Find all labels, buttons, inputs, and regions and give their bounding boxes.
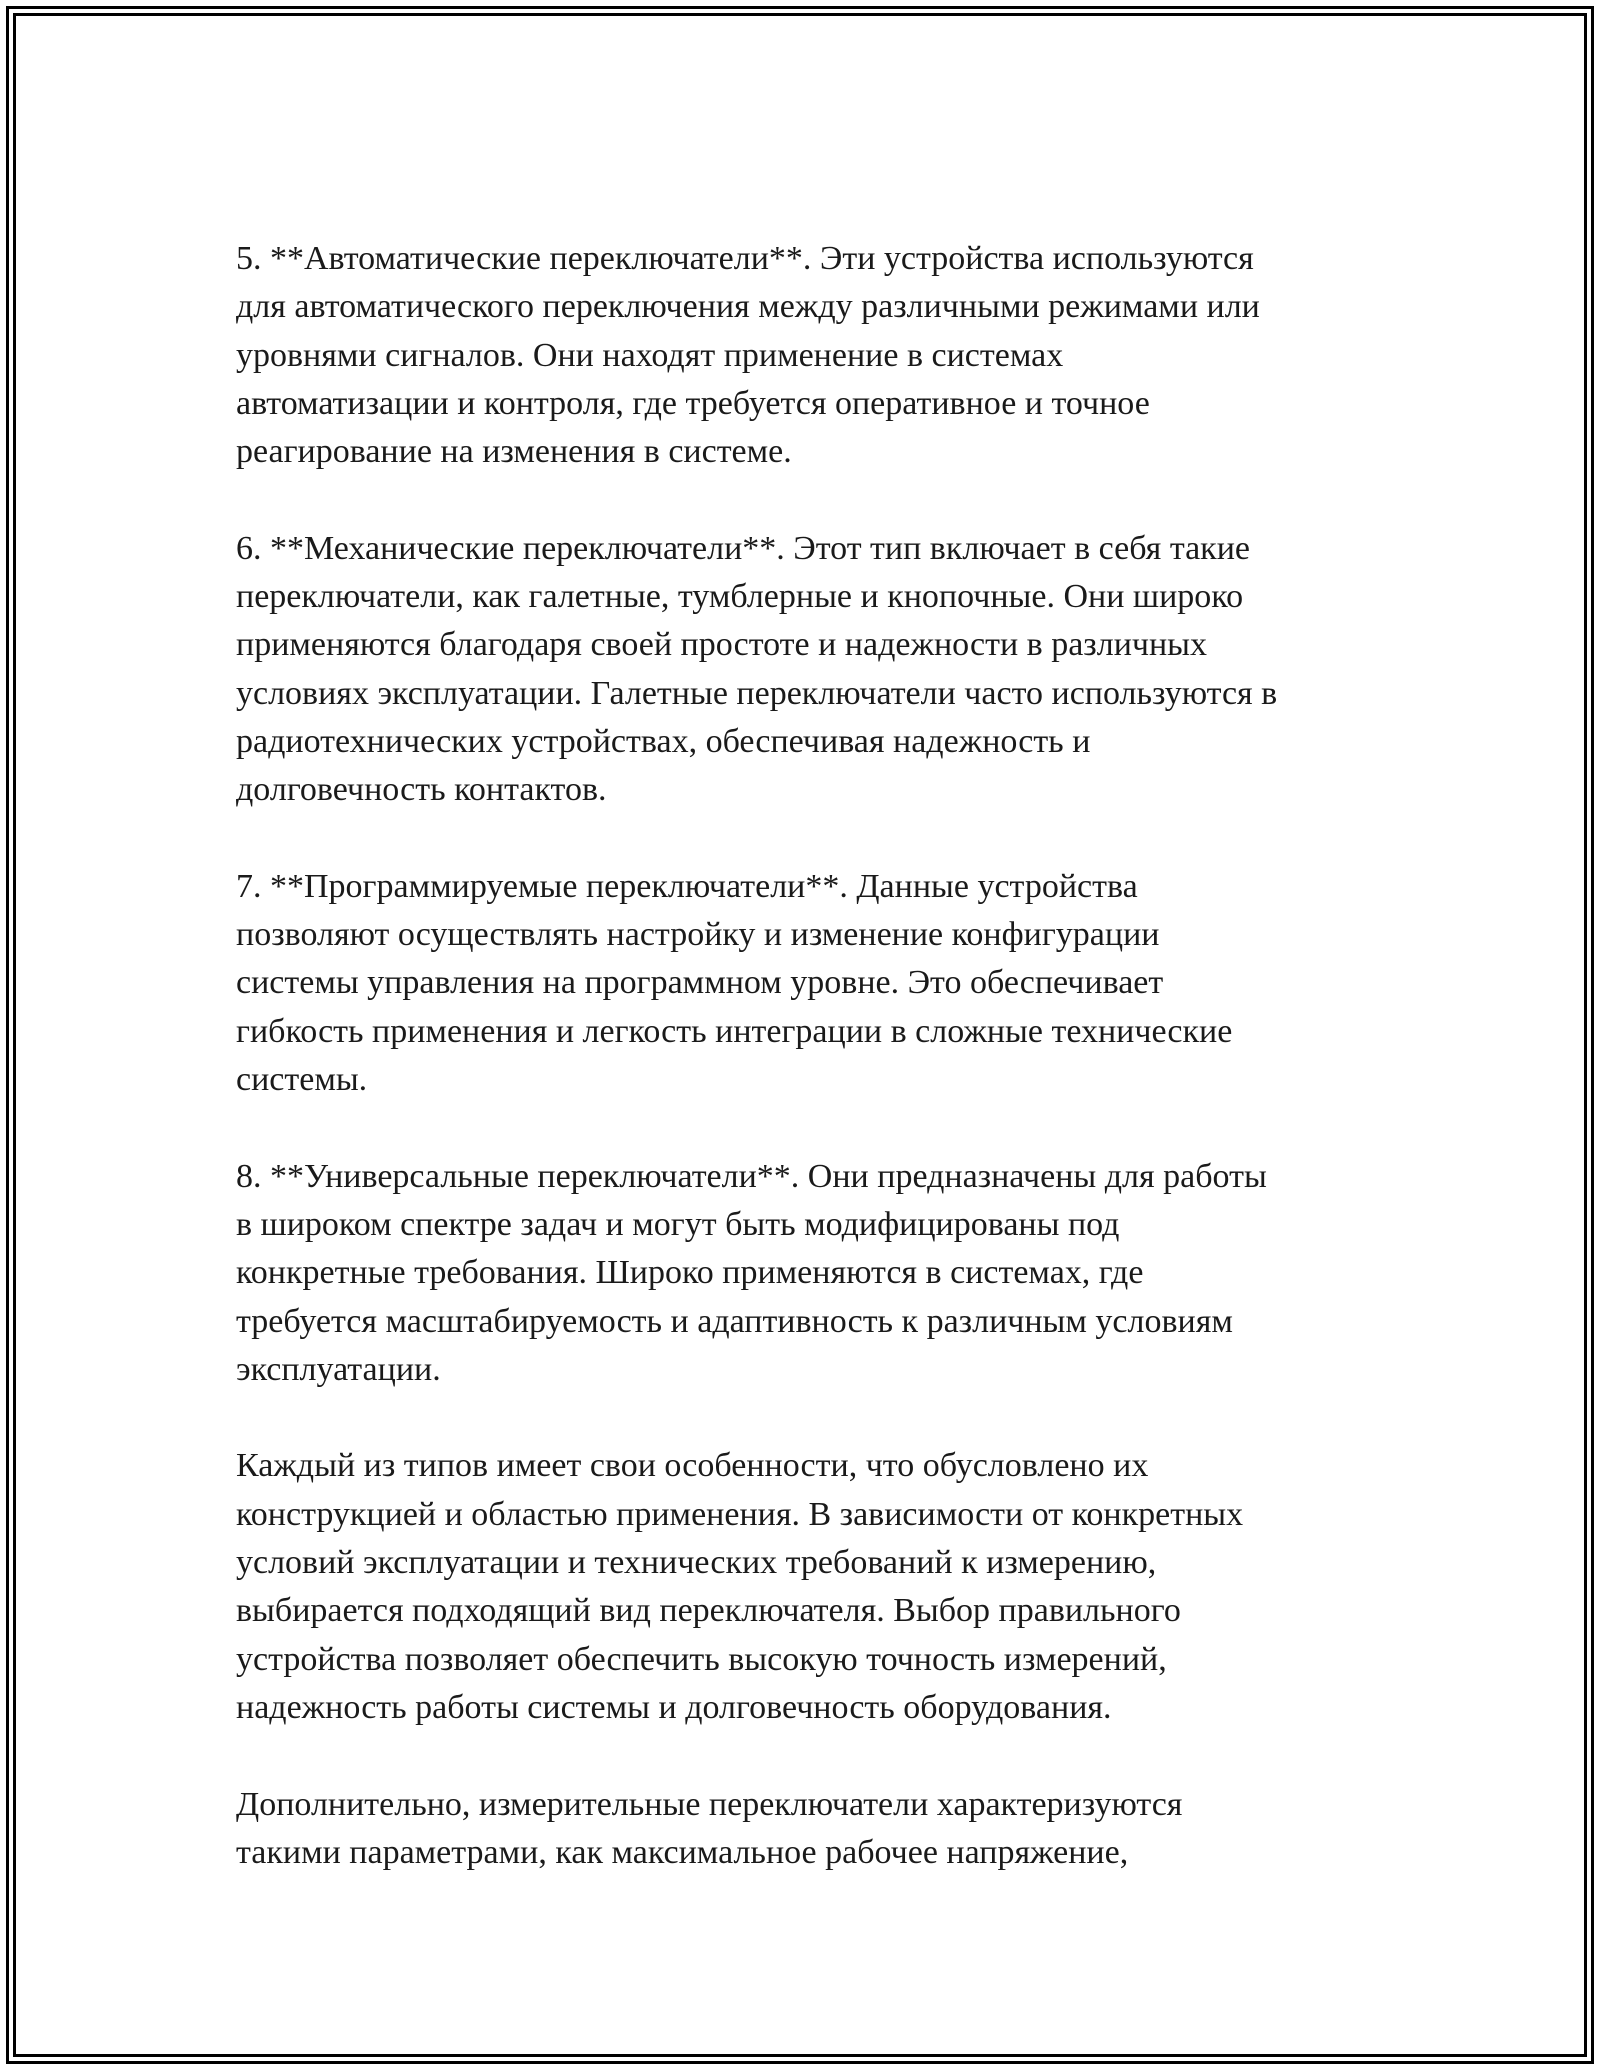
paragraph-summary: Каждый из типов имеет свои особенности, что обусловлено их конструкцией и областью применения. В зависимости от конкретных условий эксплуатации и технических требований к измерению, выбирается подходящий вид переключателя. Выбор правильного устройства позволяет обеспечить высокую точность измерений, надежность работы системы и долговечность оборудования. bbox=[236, 1447, 1244, 1726]
paragraph-universal-switches: 8. **Универсальные переключатели**. Они предназначены для работы в широком спектре задач и могут быть модифицированы под конкретные требования. Широко применяются в системах, где требуется масштабируемость и адаптивность к различным условиям эксплуатации. bbox=[236, 1157, 1267, 1388]
paragraph-additional-parameters: Дополнительно, измерительные переключатели характеризуются такими параметрами, как максимальное рабочее напряжение, bbox=[236, 1785, 1183, 1871]
paragraph-mechanical-switches: 6. **Механические переключатели**. Этот тип включает в себя такие переключатели, как галетные, тумблерные и кнопочные. Они широко применяются благодаря своей простоте и надежности в различных условиях эксплуатации. Галетные переключатели часто используются в радиотехнических устройствах, обеспечивая надежность и долговечность контактов. bbox=[236, 529, 1278, 809]
paragraph-programmable-switches: 7. **Программируемые переключатели**. Данные устройства позволяют осуществлять настройку и изменение конфигурации системы управления на программном уровне. Это обеспечивает гибкость применения и легкость интеграции в сложные технические системы. bbox=[236, 867, 1233, 1099]
paragraph-automatic-switches: 5. **Автоматические переключатели**. Эти устройства используются для автоматического переключения между различными режимами или уровнями сигналов. Они находят применение в системах автоматизации и контроля, где требуется оперативное и точное реагирование на изменения в системе. bbox=[236, 240, 1260, 471]
document-body bbox=[236, 235, 1386, 1925]
